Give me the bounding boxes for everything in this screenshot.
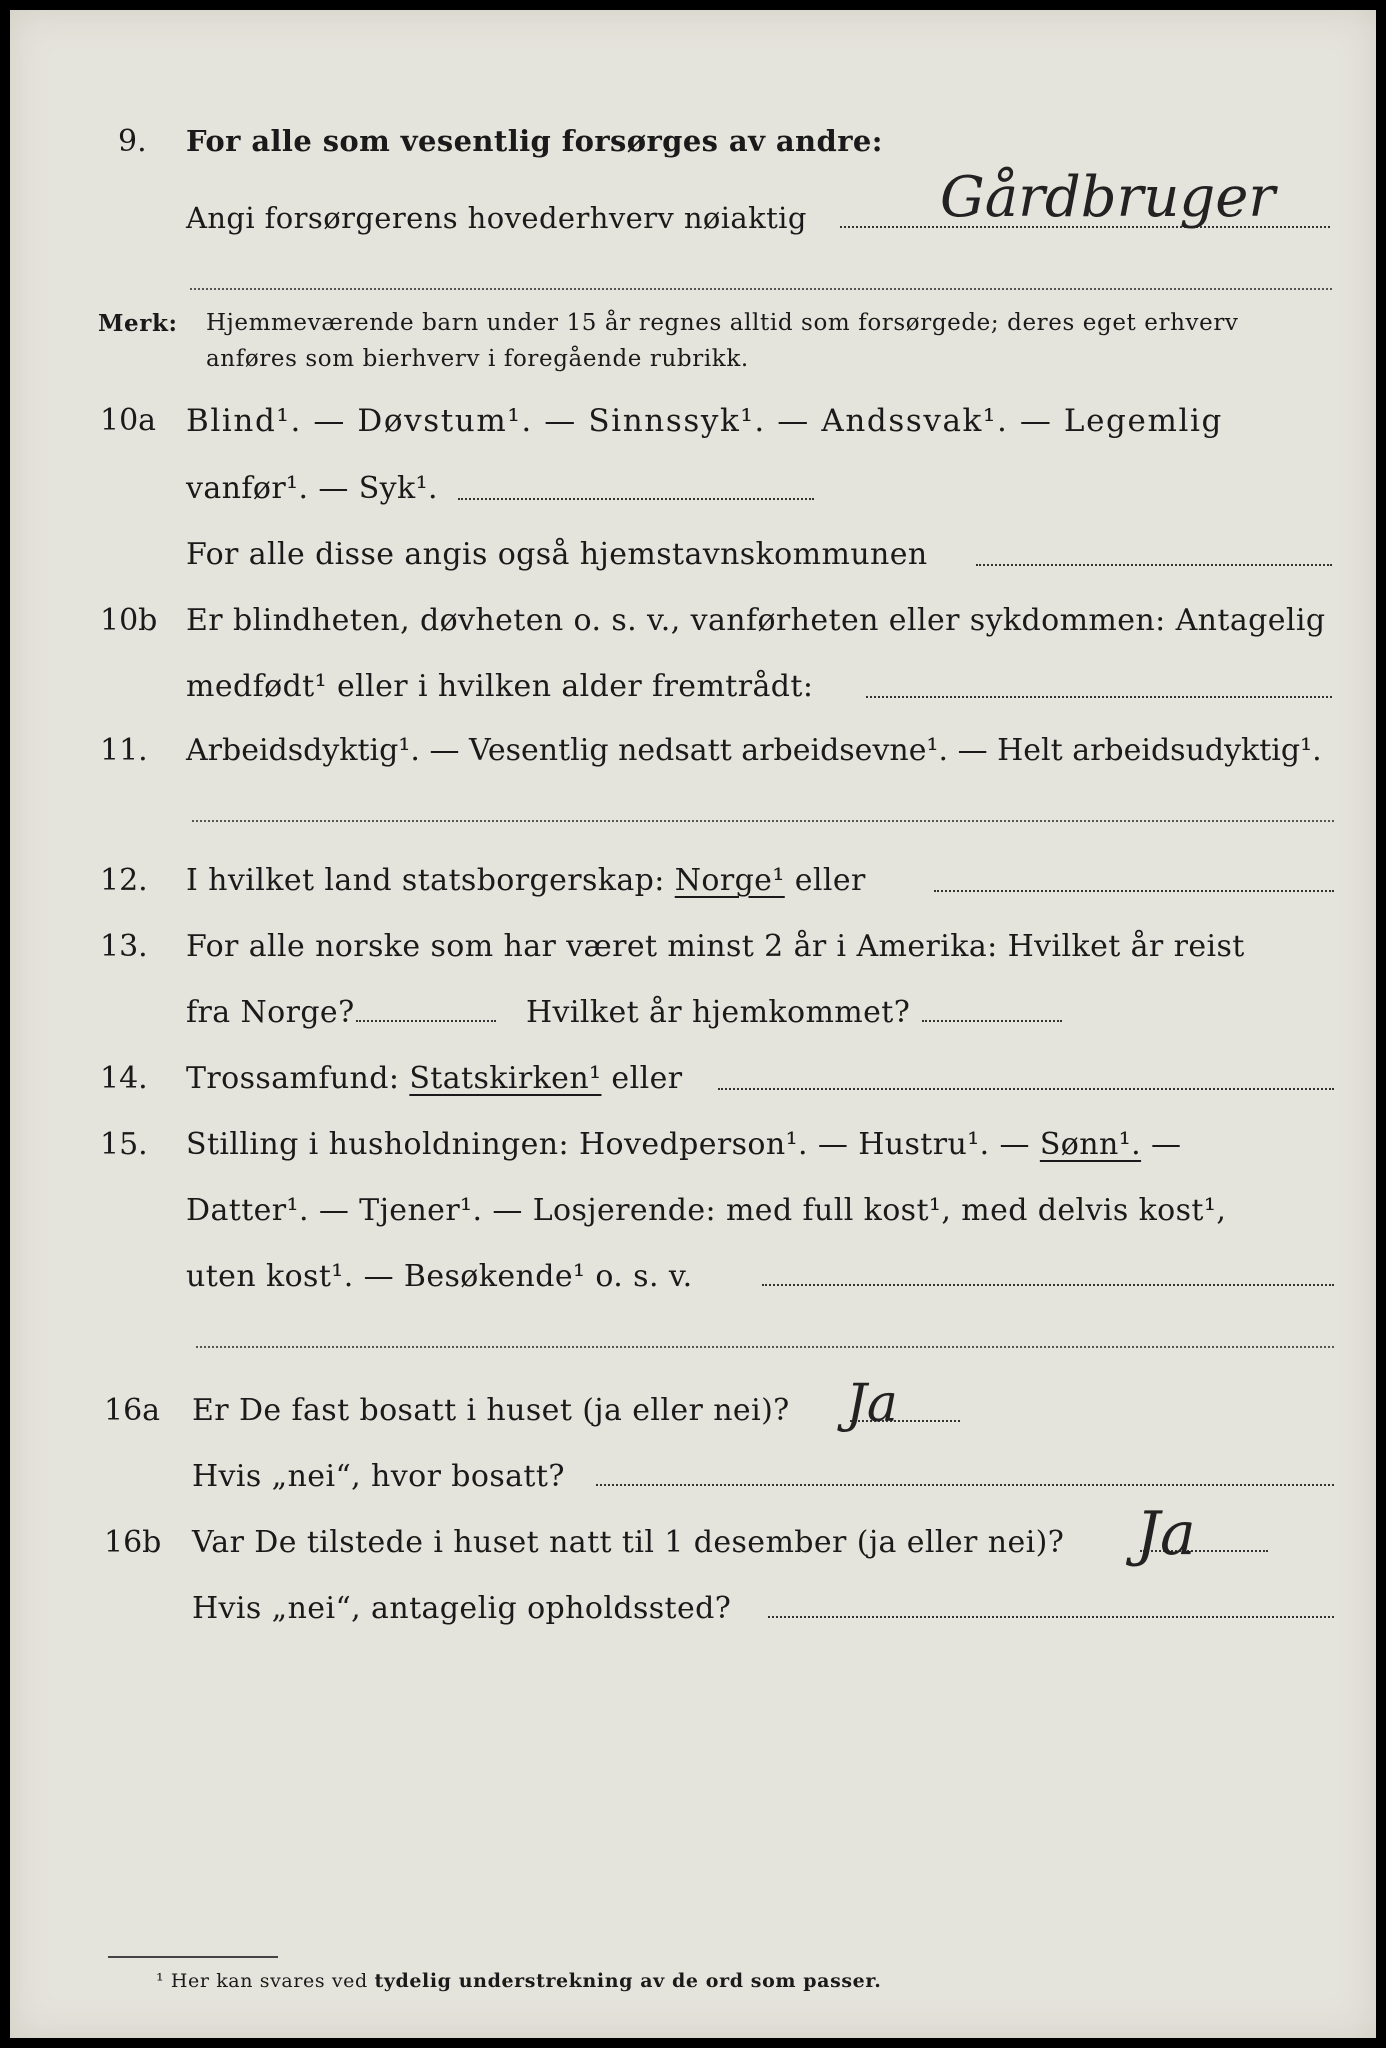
- footnote-rule: [108, 1956, 278, 1958]
- census-form-page: [10, 10, 1376, 2038]
- q15-line3: uten kost¹. — Besøkende¹ o. s. v.: [186, 1259, 693, 1294]
- q13-departure-year-line[interactable]: [356, 1020, 496, 1022]
- q13-line2a: fra Norge?: [186, 995, 355, 1030]
- q16b-number: 16b: [104, 1525, 162, 1560]
- q12-answer-line[interactable]: [934, 890, 1334, 892]
- q10a-line2: vanfør¹. — Syk¹.: [186, 471, 438, 506]
- q10a-number: 10a: [100, 403, 157, 438]
- q15-line1-dash: —: [1151, 1127, 1182, 1162]
- q16a-line1: Er De fast bosatt i huset (ja eller nei)?: [192, 1393, 790, 1428]
- q16a-residence-line[interactable]: [596, 1484, 1334, 1486]
- q13-return-year-line[interactable]: [922, 1020, 1062, 1022]
- footnote-text-plain: Her kan svares ved: [170, 1970, 368, 1992]
- q15-line2: Datter¹. — Tjener¹. — Losjerende: med full kost¹, med delvis kost¹,: [186, 1193, 1227, 1228]
- q15-answer-line[interactable]: [762, 1284, 1334, 1286]
- q12-norge-option[interactable]: Norge¹: [674, 863, 785, 898]
- q15-sonn-option[interactable]: Sønn¹.: [1039, 1127, 1142, 1162]
- q12-question: I hvilket land statsborgerskap:: [186, 863, 665, 898]
- q9-number: 9.: [118, 124, 147, 159]
- q14-question: Trossamfund:: [186, 1061, 400, 1096]
- q15-line1: [186, 1127, 1182, 1162]
- q14-statskirken-option[interactable]: Statskirken¹: [409, 1061, 602, 1096]
- q13-line1: For alle norske som har været minst 2 år i Amerika: Hvilket år reist: [186, 929, 1245, 964]
- q16b-line1: Var De tilstede i huset natt til 1 desember (ja eller nei)?: [192, 1525, 1065, 1560]
- q14-number: 14.: [100, 1061, 148, 1096]
- q9-extra-line[interactable]: [190, 288, 1332, 290]
- q14-text: [186, 1061, 683, 1096]
- q16b-handwritten-answer: Ja: [1136, 1499, 1196, 1569]
- q16b-whereabouts-line[interactable]: [768, 1616, 1334, 1618]
- footnote-mark: ¹: [156, 1970, 165, 1992]
- q14-answer-line[interactable]: [718, 1088, 1334, 1090]
- footnote-text-bold: tydelig understrekning av de ord som passer.: [374, 1970, 882, 1992]
- q13-number: 13.: [100, 929, 148, 964]
- q16a-number: 16a: [104, 1393, 161, 1428]
- q11-number: 11.: [100, 733, 148, 768]
- merk-label: Merk:: [98, 310, 178, 337]
- q15-number: 15.: [100, 1127, 148, 1162]
- q10a-municipality-line[interactable]: [976, 564, 1332, 566]
- q10a-line1: Blind¹. — Døvstum¹. — Sinnssyk¹. — Andssvak¹. — Legemlig: [186, 403, 1223, 439]
- q16a-handwritten-answer: Ja: [846, 1374, 898, 1434]
- q15-line1-text: Stilling i husholdningen: Hovedperson¹. — Hustru¹. —: [186, 1127, 1030, 1162]
- q10b-line1: Er blindheten, døvheten o. s. v., vanførheten eller sykdommen: Antagelig: [186, 603, 1326, 638]
- q9-line2: Angi forsørgerens hovederhverv nøiaktig: [186, 201, 807, 235]
- q15-extra-line[interactable]: [196, 1346, 1334, 1348]
- q12-number: 12.: [100, 863, 148, 898]
- q16a-line2: Hvis „nei“, hvor bosatt?: [192, 1459, 565, 1494]
- q11-answer-line[interactable]: [192, 820, 1334, 822]
- q11-line1: Arbeidsdyktig¹. — Vesentlig nedsatt arbeidsevne¹. — Helt arbeidsudyktig¹.: [186, 733, 1322, 768]
- q12-eller: eller: [794, 863, 866, 898]
- merk-line1: Hjemmeværende barn under 15 år regnes alltid som forsørgede; deres eget erhverv: [206, 310, 1239, 336]
- q9-line1: For alle som vesentlig forsørges av andre:: [186, 124, 883, 158]
- q10a-answer-line[interactable]: [458, 498, 814, 500]
- q9-handwritten-answer: Gårdbruger: [940, 165, 1276, 230]
- q10a-line3: For alle disse angis også hjemstavnskommunen: [186, 537, 928, 572]
- q16b-line2: Hvis „nei“, antagelig opholdssted?: [192, 1591, 732, 1626]
- q10b-answer-line[interactable]: [866, 696, 1332, 698]
- q14-eller: eller: [611, 1061, 683, 1096]
- merk-line2: anføres som bierhverv i foregående rubrikk.: [206, 346, 749, 372]
- q12-text: [186, 863, 866, 898]
- q13-line2b: Hvilket år hjemkommet?: [526, 995, 911, 1030]
- footnote: [156, 1972, 881, 1991]
- q10b-line2: medfødt¹ eller i hvilken alder fremtrådt:: [186, 669, 814, 704]
- q10b-number: 10b: [100, 603, 158, 638]
